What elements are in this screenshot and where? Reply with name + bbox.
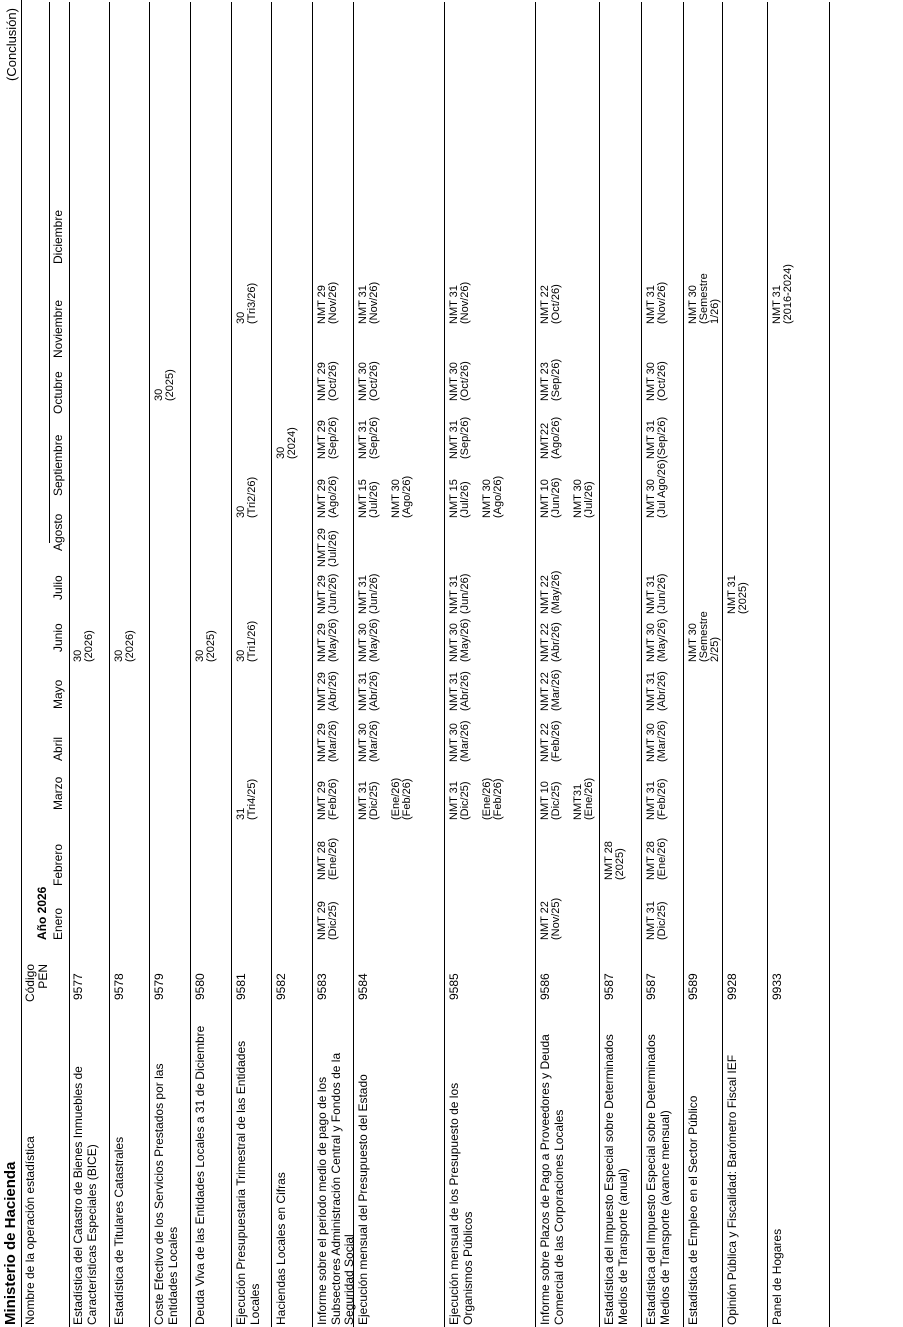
table-row [232, 2, 272, 1327]
operation-name: Informe sobre Plazos de Pago a Proveedores y Deuda Comercial de las Corporaciones Locales [538, 1034, 566, 1325]
schedule-line: NMT 30 [687, 623, 699, 662]
schedule-cell [540, 622, 562, 662]
schedule-line: NMT 30 [357, 362, 369, 401]
schedule-line: NMT 31 [448, 420, 460, 459]
schedule-cell [317, 838, 339, 880]
schedule-line: (May/26) [368, 618, 380, 662]
schedule-line: 30 [113, 649, 125, 662]
operation-code: 9581 [234, 973, 248, 1000]
schedule-cell [540, 778, 595, 820]
schedule-cell [646, 619, 668, 662]
schedule-cell [646, 459, 668, 518]
table-row [536, 2, 600, 1327]
operation-code: 9933 [770, 973, 784, 1000]
schedule-line: NMT 29 [316, 901, 328, 940]
schedule-cell [540, 284, 562, 324]
schedule-cell [317, 476, 339, 518]
schedule-cell [317, 671, 339, 711]
schedule-line: NMT 30 [448, 362, 460, 401]
schedule-line: (Tri3/26) [246, 282, 258, 324]
schedule-line: NMT 31 [645, 901, 657, 940]
schedule-line: (Sep/26) [656, 416, 668, 459]
operation-name: Haciendas Locales en Cifras [274, 1172, 288, 1325]
schedule-cell [646, 720, 668, 762]
schedule-cell [540, 669, 562, 711]
schedule-line: (Dic/25) [656, 901, 668, 940]
schedule-cell [73, 630, 95, 662]
schedule-line: NMT 10 [539, 781, 551, 820]
schedule-line: NMT 31 [357, 672, 369, 711]
schedule-cell [317, 361, 339, 401]
schedule-line: 30 [235, 649, 247, 662]
operation-name: Estadística del Impuesto Especial sobre Determinados Medios de Transporte (anual) [602, 1034, 630, 1325]
schedule-cell [449, 417, 471, 459]
schedule-line: NMT 29 [316, 723, 328, 762]
schedule-line: (Feb/26) [550, 720, 562, 762]
operation-code: 9586 [538, 973, 552, 1000]
schedule-line: NMT 22 [539, 575, 551, 614]
schedule-line: (2016-2024) [782, 264, 794, 324]
schedule-line: NMT31 [572, 783, 584, 820]
month-header-3: Marzo [51, 776, 65, 810]
continuation-note: (Conclusión) [4, 8, 19, 81]
schedule-line: NMT 30 [645, 723, 657, 762]
schedule-line: 31 [235, 807, 247, 820]
operation-name: Estadística del Impuesto Especial sobre Determinados Medios de Transporte (avance mensual) [644, 1034, 672, 1325]
schedule-cell [358, 671, 380, 711]
schedule-line: NMT 29 [316, 781, 328, 820]
schedule-line: NMT 31 [726, 575, 738, 614]
schedule-cell [317, 528, 339, 567]
schedule-line: (Jul/26) [459, 481, 471, 518]
schedule-line: NMT 29 [316, 575, 328, 614]
schedule-cell [358, 361, 380, 401]
schedule-line: (Mar/26) [656, 720, 668, 762]
header-operation-name: Nombre de la operación estadística [23, 1136, 37, 1325]
operation-name: Estadística del Catastro de Bienes Inmuebles de Características Especiales (BICE) [71, 1066, 99, 1325]
schedule-line: NMT 31 [771, 285, 783, 324]
schedule-cell [449, 361, 471, 401]
schedule-line: (Oct/26) [327, 361, 339, 401]
schedule-cell [646, 778, 668, 820]
schedule-cell [540, 359, 562, 401]
month-header-6: Junio [51, 623, 65, 652]
schedule-cell [358, 778, 413, 820]
table-row [354, 2, 445, 1327]
schedule-line: (Ago/26) [401, 475, 413, 518]
schedule-line: (Abr/26) [368, 671, 380, 711]
schedule-line: (Feb/26) [401, 778, 413, 820]
schedule-line: NMT 29 [316, 623, 328, 662]
schedule-line: NMT 30 [687, 285, 699, 324]
schedule-line: (2025) [737, 582, 749, 614]
schedule-line: (Sep/26) [459, 416, 471, 459]
schedule-line: 30 [72, 649, 84, 662]
schedule-line: (Nov/26) [327, 281, 339, 324]
schedule-cell [540, 417, 562, 459]
schedule-cell [317, 417, 339, 459]
schedule-line: (Mar/26) [327, 720, 339, 762]
schedule-line: NMT 28 [603, 841, 615, 880]
schedule-line: (Oct/26) [459, 361, 471, 401]
operation-code: 9587 [644, 973, 658, 1000]
schedule-line: (Jun/26) [550, 477, 562, 518]
operation-code: 9577 [71, 973, 85, 1000]
schedule-line: (Feb/26) [492, 778, 504, 820]
schedule-cell [540, 898, 562, 940]
schedule-cell [358, 619, 380, 662]
schedule-line: 30 [235, 311, 247, 324]
schedule-line: (Ene/26) [390, 777, 402, 820]
schedule-line: NMT 31 [448, 781, 460, 820]
schedule-cell [358, 282, 380, 324]
schedule-line: (2026) [124, 630, 136, 662]
schedule-cell [646, 417, 668, 459]
header-code-line1: Código [23, 964, 37, 1003]
header-year: Año 2026 [35, 886, 49, 940]
schedule-line: NMT 15 [357, 479, 369, 518]
schedule-line: NMT 31 [448, 672, 460, 711]
schedule-cell [358, 417, 380, 459]
schedule-line: (2026) [83, 630, 95, 662]
schedule-line: (Mar/26) [550, 669, 562, 711]
schedule-line: (Dic/25) [459, 781, 471, 820]
month-header-12: Diciembre [51, 209, 65, 264]
schedule-line: NMT 22 [539, 285, 551, 324]
schedule-line: (Ago/26) [327, 475, 339, 518]
month-header-4: Abril [51, 736, 65, 761]
schedule-cell [646, 671, 668, 711]
schedule-line: (May/26) [656, 618, 668, 662]
schedule-line: NMT 28 [316, 841, 328, 880]
month-header-11: Noviembre [51, 299, 65, 358]
schedule-line: NMT 31 [448, 285, 460, 324]
operation-name: Estadística de Titulares Catastrales [112, 1136, 126, 1325]
schedule-line: (Sep/26) [368, 416, 380, 459]
schedule-line: (May/26) [459, 618, 471, 662]
schedule-cell [317, 574, 339, 614]
operation-name: Ejecución mensual de los Presupuesto de los Organismos Públicos [447, 1082, 475, 1325]
operation-name: Ejecución mensual del Presupuesto del Estado [356, 1074, 370, 1325]
schedule-line: (Semestre [698, 273, 710, 324]
schedule-line: NMT 15 [448, 479, 460, 518]
year-rule [49, 2, 50, 543]
schedule-cell [114, 630, 136, 662]
table-row [69, 2, 110, 1327]
schedule-line: (Feb/26) [656, 778, 668, 820]
schedule-line: (Tri4/25) [246, 778, 258, 820]
schedule-line: (Jun/26) [368, 573, 380, 614]
month-header-10: Octubre [51, 371, 65, 414]
schedule-cell [646, 838, 668, 880]
schedule-line: (Oct/26) [550, 284, 562, 324]
schedule-line: (Abr/26) [550, 622, 562, 662]
schedule-line: (Ene/26) [656, 837, 668, 880]
operation-name: Ejecución Presupuestaria Trimestral de las Entidades Locales [234, 1040, 262, 1325]
schedule-cell [646, 901, 668, 940]
schedule-line: (Nov/26) [459, 281, 471, 324]
schedule-cell [236, 283, 258, 324]
schedule-line: (Jun/26) [327, 573, 339, 614]
schedule-line: NMT 29 [316, 528, 328, 567]
operation-code: 9580 [193, 973, 207, 1000]
schedule-line: (Ene/26) [481, 777, 493, 820]
schedule-line: 30 [235, 505, 247, 518]
header-code-line2: PEN [36, 964, 50, 989]
schedule-line: (Ago/26) [492, 475, 504, 518]
table-row [272, 2, 313, 1327]
schedule-cell [449, 671, 471, 711]
table-row [110, 2, 150, 1327]
schedule-cell [236, 477, 258, 518]
schedule-cell [772, 264, 794, 324]
schedule-cell [449, 619, 471, 662]
table-row [723, 2, 768, 1327]
schedule-line: 30 [153, 388, 165, 401]
table-row [191, 2, 232, 1327]
schedule-line: (Jul Ago/26) [656, 459, 668, 518]
month-header-1: Enero [51, 907, 65, 940]
schedule-line: (Jun/26) [459, 573, 471, 614]
schedule-line: NMT 30 [357, 723, 369, 762]
schedule-line: (Jul/26) [368, 481, 380, 518]
schedule-cell [449, 778, 504, 820]
schedule-line: (Sep/26) [327, 416, 339, 459]
schedule-cell [449, 282, 471, 324]
schedule-cell [604, 841, 626, 880]
schedule-line: NMT 29 [316, 420, 328, 459]
schedule-line: NMT 31 [645, 285, 657, 324]
schedule-line: (Nov/26) [368, 281, 380, 324]
schedule-cell [646, 574, 668, 614]
schedule-line: 1/26) [709, 298, 721, 324]
operation-code: 9587 [602, 973, 616, 1000]
schedule-line: 2/25) [709, 636, 721, 662]
page-title: Ministerio de Hacienda [2, 1161, 19, 1325]
month-header-7: Julio [51, 575, 65, 600]
schedule-cell [236, 621, 258, 662]
schedule-line: (Nov/26) [656, 281, 668, 324]
table-row [768, 2, 829, 1327]
schedule-cell [358, 574, 380, 614]
schedule-line: NMT 31 [645, 420, 657, 459]
schedule-line: NMT 22 [539, 901, 551, 940]
month-header-5: Mayo [51, 679, 65, 709]
month-header-8: Agosto [51, 513, 65, 551]
schedule-line: NMT 30 [645, 479, 657, 518]
schedule-line: NMT 30 [357, 623, 369, 662]
schedule-line: NMT 29 [316, 285, 328, 324]
operation-name: Opinión Pública y Fiscalidad: Barómetro Fiscal IEF [725, 1054, 739, 1325]
schedule-line: NMT 31 [448, 575, 460, 614]
schedule-line: NMT 29 [316, 479, 328, 518]
operation-name: Deuda Viva de las Entidades Locales a 31 de Diciembre [193, 1025, 207, 1325]
operation-code: 9928 [725, 973, 739, 1000]
schedule-line: NMT 29 [316, 362, 328, 401]
schedule-cell [540, 720, 562, 762]
table-row [445, 2, 536, 1327]
operation-code: 9584 [356, 973, 370, 1000]
table-row [600, 2, 642, 1327]
schedule-line: NMT 30 [572, 479, 584, 518]
operation-name: Informe sobre el periodo medio de pago de los Subsectores Administración Central y Fondos de la Seguridad Social [315, 1052, 356, 1325]
operation-name: Coste Efectivo de los Servicios Prestados por las Entidades Locales [152, 1063, 180, 1325]
schedule-line: NMT 31 [357, 285, 369, 324]
header-code [24, 964, 50, 1024]
month-header-9: Septiembre [51, 434, 65, 496]
schedule-cell [727, 575, 749, 614]
schedule-line: NMT 31 [645, 781, 657, 820]
schedule-line: NMT 29 [316, 672, 328, 711]
table-row [684, 2, 723, 1327]
schedule-line: (2025) [614, 848, 626, 880]
schedule-line: NMT 31 [357, 420, 369, 459]
schedule-line: NMT 30 [390, 479, 402, 518]
schedule-line: (Mar/26) [459, 720, 471, 762]
schedule-cell [317, 619, 339, 662]
schedule-line: NMT 22 [539, 672, 551, 711]
schedule-line: (Sep/26) [550, 358, 562, 401]
schedule-line: (Feb/26) [327, 778, 339, 820]
schedule-line: NMT 31 [357, 781, 369, 820]
schedule-line: NMT 31 [645, 672, 657, 711]
schedule-line: NMT 31 [357, 575, 369, 614]
schedule-line: (Jun/26) [656, 573, 668, 614]
schedule-line: (Ene/26) [327, 837, 339, 880]
schedule-line: (Nov/25) [550, 897, 562, 940]
operation-code: 9578 [112, 973, 126, 1000]
schedule-cell [358, 720, 380, 762]
schedule-line: (Semestre [698, 611, 710, 662]
schedule-line: NMT 31 [645, 575, 657, 614]
schedule-line: NMT 22 [539, 623, 551, 662]
operation-name: Panel de Hogares [770, 1228, 784, 1325]
schedule-cell [646, 282, 668, 324]
schedule-cell [317, 282, 339, 324]
top-rule [21, 0, 22, 1327]
schedule-cell [646, 361, 668, 401]
schedule-line: (Abr/26) [459, 671, 471, 711]
schedule-cell [317, 778, 339, 820]
schedule-line: (Abr/26) [656, 671, 668, 711]
schedule-line: (Dic/25) [550, 781, 562, 820]
schedule-cell [449, 574, 471, 614]
schedule-cell [236, 779, 258, 820]
schedule-cell [540, 571, 562, 614]
schedule-line: NMT 30 [645, 362, 657, 401]
schedule-line: (Tri2/26) [246, 476, 258, 518]
month-header-2: Febrero [51, 843, 65, 886]
operation-name: Estadística de Empleo en el Sector Público [686, 1095, 700, 1325]
schedule-cell [317, 901, 339, 940]
schedule-line: NMT 10 [539, 479, 551, 518]
schedule-line: NMT 30 [481, 479, 493, 518]
schedule-line: (Oct/26) [656, 361, 668, 401]
bottom-rule [829, 2, 830, 1327]
schedule-line: (Oct/26) [368, 361, 380, 401]
table-row [150, 2, 191, 1327]
schedule-line: NMT 23 [539, 362, 551, 401]
schedule-line: (Dic/25) [368, 781, 380, 820]
operation-code: 9589 [686, 973, 700, 1000]
operation-code: 9579 [152, 973, 166, 1000]
schedule-line: (Ene/26) [583, 777, 595, 820]
schedule-line: NMT 22 [539, 723, 551, 762]
schedule-cell [449, 720, 471, 762]
schedule-line: (May/26) [327, 618, 339, 662]
schedule-cell [195, 630, 217, 662]
schedule-line: NMT22 [539, 422, 551, 459]
schedule-cell [154, 369, 176, 401]
schedule-line: (2025) [164, 369, 176, 401]
schedule-line: 30 [275, 446, 287, 459]
schedule-cell [449, 476, 504, 518]
schedule-cell [688, 273, 721, 324]
schedule-line: NMT 30 [645, 623, 657, 662]
schedule-line: (Tri1/26) [246, 620, 258, 662]
schedule-cell [276, 427, 298, 459]
schedule-line: (Ago/26) [550, 416, 562, 459]
schedule-line: (Dic/25) [327, 901, 339, 940]
operation-code: 9582 [274, 973, 288, 1000]
schedule-line: NMT 30 [448, 623, 460, 662]
schedule-line: (2025) [205, 630, 217, 662]
schedule-cell [540, 478, 595, 518]
schedule-line: (Jul/26) [583, 481, 595, 518]
schedule-cell [358, 476, 413, 518]
schedule-line: (Jul/26) [327, 530, 339, 567]
operation-code: 9585 [447, 973, 461, 1000]
schedule-cell [688, 611, 721, 662]
schedule-line: (2024) [286, 427, 298, 459]
schedule-line: (Mar/26) [368, 720, 380, 762]
table-row [642, 2, 684, 1327]
schedule-line: NMT 30 [448, 723, 460, 762]
schedule-line: (Abr/26) [327, 671, 339, 711]
schedule-cell [317, 720, 339, 762]
table-row [313, 2, 354, 1327]
operation-code: 9583 [315, 973, 329, 1000]
schedule-line: 30 [194, 649, 206, 662]
schedule-line: (May/26) [550, 570, 562, 614]
schedule-line: NMT 28 [645, 841, 657, 880]
